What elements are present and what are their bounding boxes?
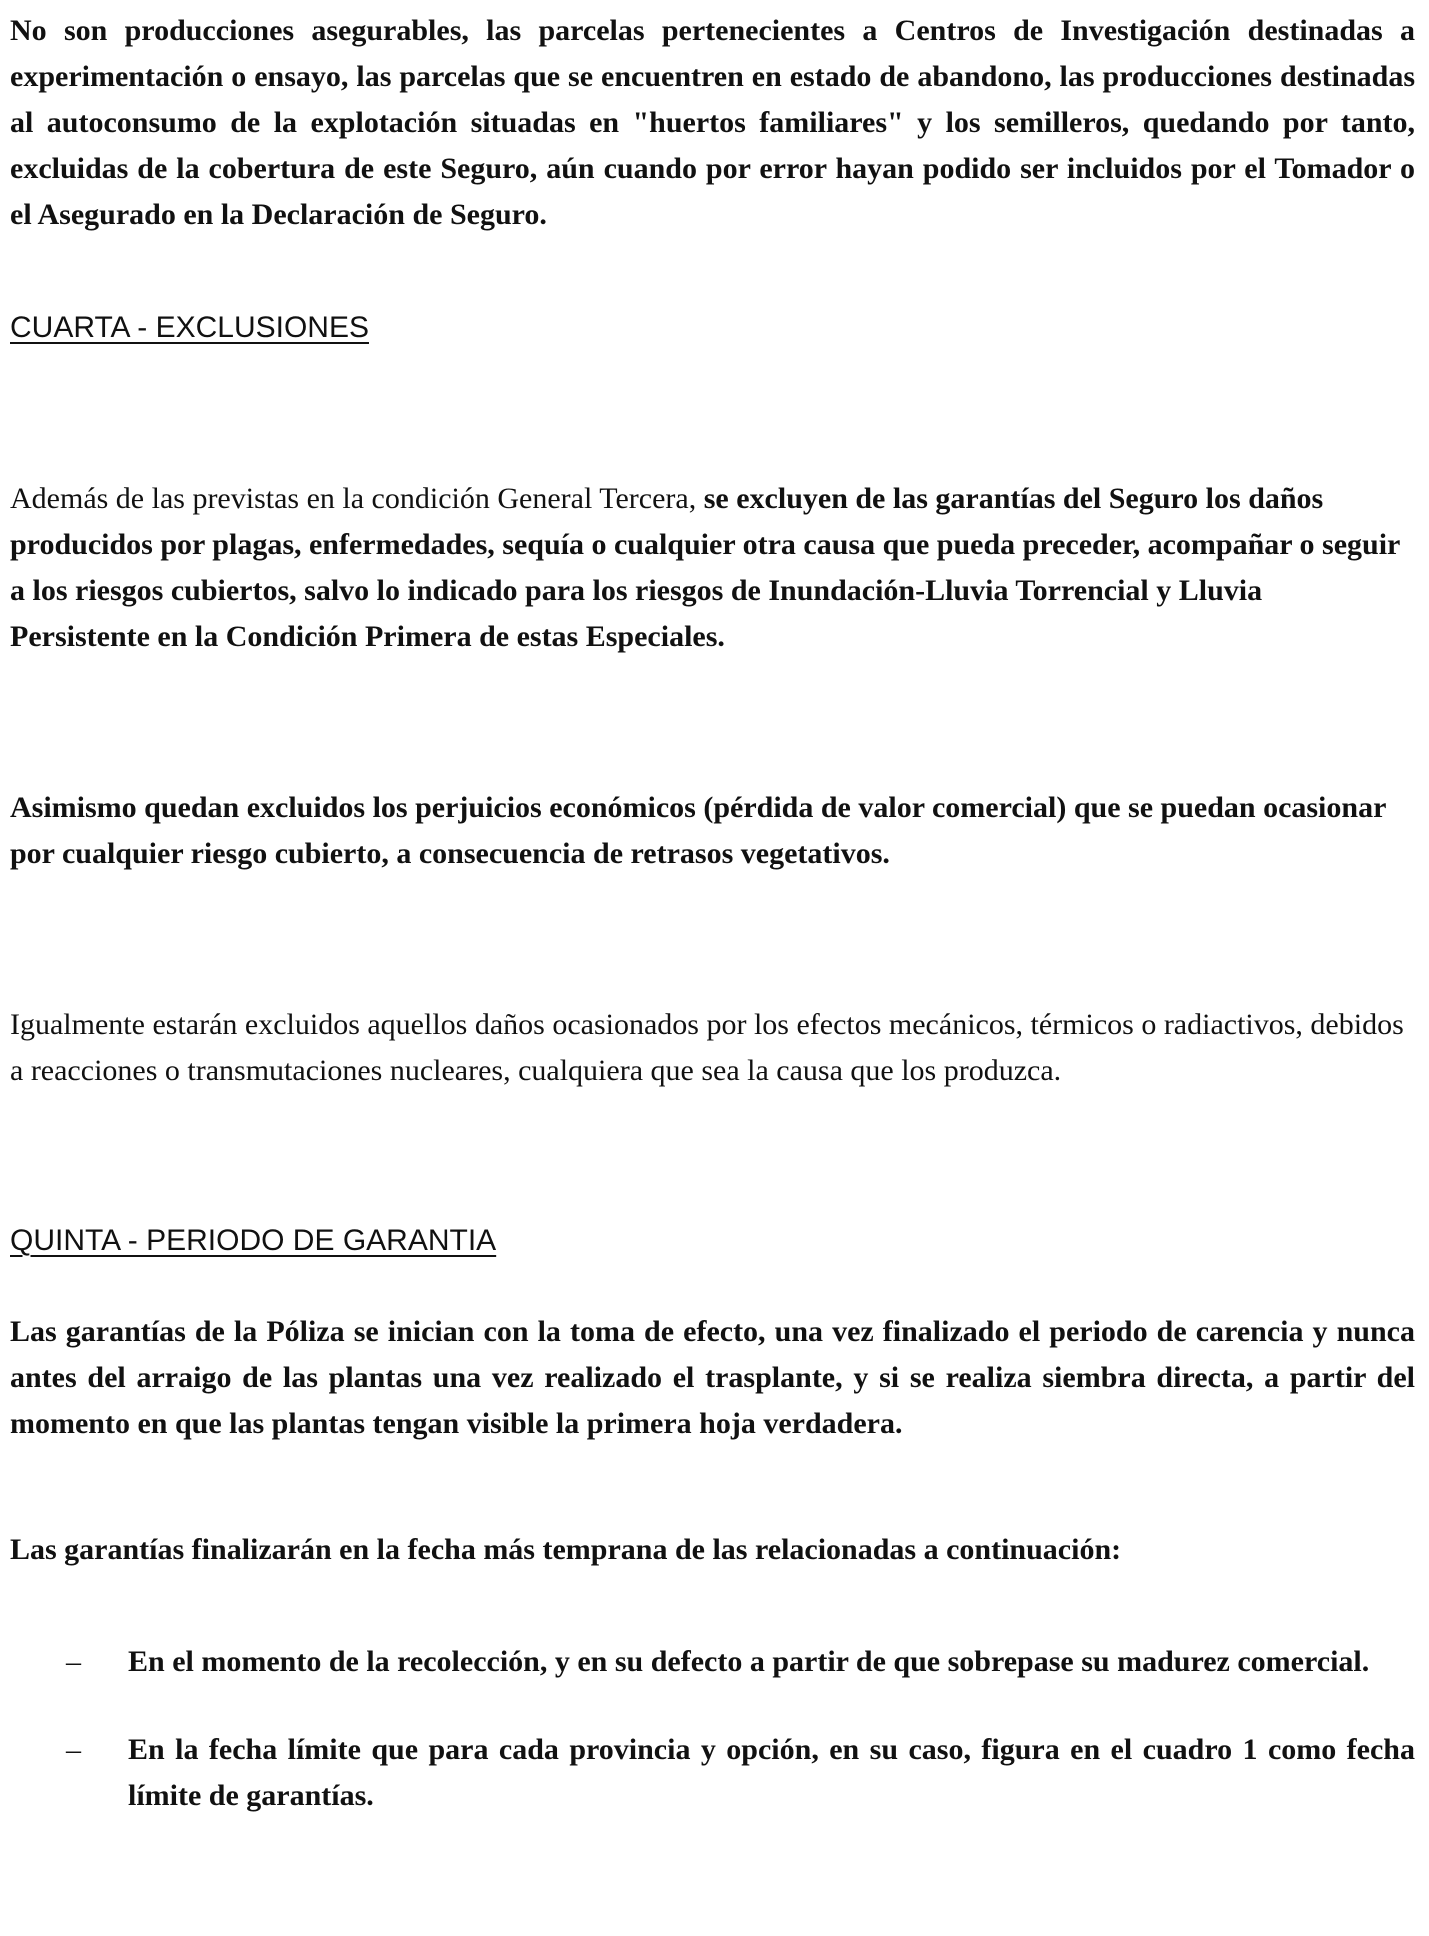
cuarta-paragraph-1-intro: Además de las previstas en la condición General Tercera,: [10, 482, 704, 515]
list-item: [0, 1727, 1429, 1819]
dash-bullet: –: [66, 1645, 81, 1678]
cuarta-paragraph-1-exclusions: se excluyen de las garantías del Seguro los daños producidos por plagas, enfermedades, sequía o cualquier otra causa que pueda preceder, acompañar o seguir a los riesgos cubiertos, salvo lo indicado para los riesgos de Inundación-Lluvia Torrencial y Lluvia Persistente en la Condición Primera de estas Especiales.: [10, 482, 1400, 653]
cuarta-paragraph-2: Asimismo quedan excluidos los perjuicios económicos (pérdida de valor comercial) que se puedan ocasionar por cualquier riesgo cubierto, a consecuencia de retrasos vegetativos.: [10, 791, 1386, 870]
dash-bullet: –: [66, 1733, 81, 1766]
garantia-end-list: [0, 1639, 1429, 1819]
section-heading-quinta: QUINTA - PERIODO DE GARANTIA: [10, 1224, 497, 1257]
list-item-text: En la fecha límite que para cada provincia y opción, en su caso, figura en el cuadro 1 como fecha límite de garantías.: [128, 1733, 1415, 1812]
section-heading-cuarta: CUARTA - EXCLUSIONES: [10, 311, 369, 344]
list-item-text: En el momento de la recolección, y en su defecto a partir de que sobrepase su madurez comercial.: [128, 1645, 1370, 1678]
quinta-paragraph-2: Las garantías finalizarán en la fecha más temprana de las relacionadas a continuación:: [10, 1533, 1122, 1566]
intro-paragraph: No son producciones asegurables, las parcelas pertenecientes a Centros de Investigación destinadas a experimentación o ensayo, las parcelas que se encuentren en estado de abandono, las producciones destinadas al autoconsumo de la explotación situadas en "huertos familiares" y los semilleros, quedando por tanto, excluidas de la cobertura de este Seguro, aún cuando por error hayan podido ser incluidos por el Tomador o el Asegurado en la Declaración de Seguro.: [10, 14, 1415, 231]
quinta-paragraph-1: Las garantías de la Póliza se inician con la toma de efecto, una vez finalizado el periodo de carencia y nunca antes del arraigo de las plantas una vez realizado el trasplante, y si se realiza siembra directa, a partir del momento en que las plantas tengan visible la primera hoja verdadera.: [10, 1315, 1415, 1440]
cuarta-paragraph-1: [10, 476, 1400, 660]
list-item: [0, 1639, 1429, 1685]
cuarta-paragraph-3: Igualmente estarán excluidos aquellos daños ocasionados por los efectos mecánicos, térmicos o radiactivos, debidos a reacciones o transmutaciones nucleares, cualquiera que sea la causa que los produzca.: [10, 1008, 1404, 1087]
